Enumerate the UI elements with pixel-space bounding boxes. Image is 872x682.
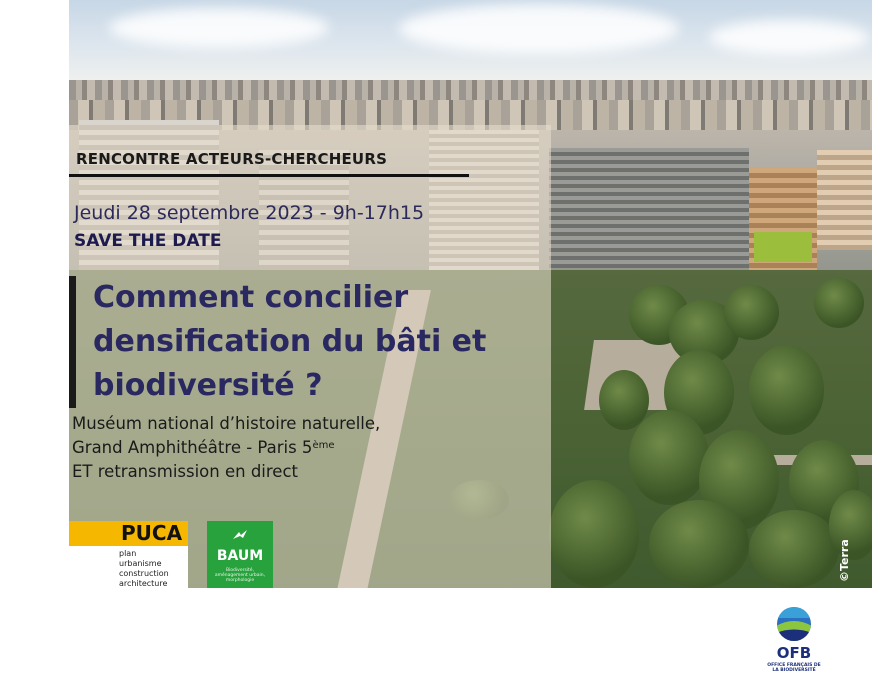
save-the-date: SAVE THE DATE <box>74 231 222 251</box>
bird-icon <box>231 527 249 545</box>
venue-line <box>72 436 380 460</box>
title-line: biodiversité ? <box>93 368 323 403</box>
puca-logo <box>69 521 188 588</box>
cloud <box>109 8 329 48</box>
baum-logo <box>207 521 273 588</box>
tree <box>724 285 779 340</box>
title-line: densification du bâti et <box>93 324 487 359</box>
photo-credit: ©Terra <box>838 539 851 582</box>
puca-tagline-line: plan <box>119 549 137 558</box>
tree <box>629 410 709 505</box>
puca-tagline-line: construction <box>119 569 169 578</box>
baum-subtitle: Biodiversité, aménagement urbain, morphologie <box>214 568 266 583</box>
baum-name: BAUM <box>216 548 264 564</box>
event-kicker: RENCONTRE ACTEURS-CHERCHEURS <box>76 150 388 168</box>
tree <box>814 278 864 328</box>
venue-room: Grand Amphithéâtre - Paris 5 <box>72 438 313 457</box>
building <box>754 232 812 262</box>
event-date: Jeudi 28 septembre 2023 - 9h-17h15 <box>74 202 425 224</box>
venue-line: Muséum national d’histoire naturelle, <box>72 414 381 433</box>
ofb-emblem-icon <box>766 606 822 642</box>
puca-tagline <box>119 549 169 589</box>
ofb-logo <box>766 606 822 678</box>
puca-tagline-line: urbanisme <box>119 559 162 568</box>
tree <box>549 480 639 588</box>
ofb-name: OFB <box>776 644 812 662</box>
tree <box>749 345 824 435</box>
building <box>549 148 749 268</box>
cloud <box>399 4 679 54</box>
kicker-divider <box>69 174 469 177</box>
event-title <box>93 276 486 408</box>
ordinal-suffix: ème <box>312 440 335 451</box>
ofb-subtitle: OFFICE FRANÇAIS DE LA BIODIVERSITÉ <box>767 663 821 673</box>
tree <box>649 500 749 588</box>
puca-name: PUCA <box>121 521 183 545</box>
title-accent-bar <box>69 276 76 408</box>
tree <box>749 510 839 588</box>
cloud <box>709 20 869 55</box>
building <box>817 150 872 250</box>
title-line: Comment concilier <box>93 280 409 315</box>
puca-tagline-line: architecture <box>119 579 168 588</box>
venue-line: ET retransmission en direct <box>72 462 298 481</box>
event-venue <box>72 412 380 484</box>
